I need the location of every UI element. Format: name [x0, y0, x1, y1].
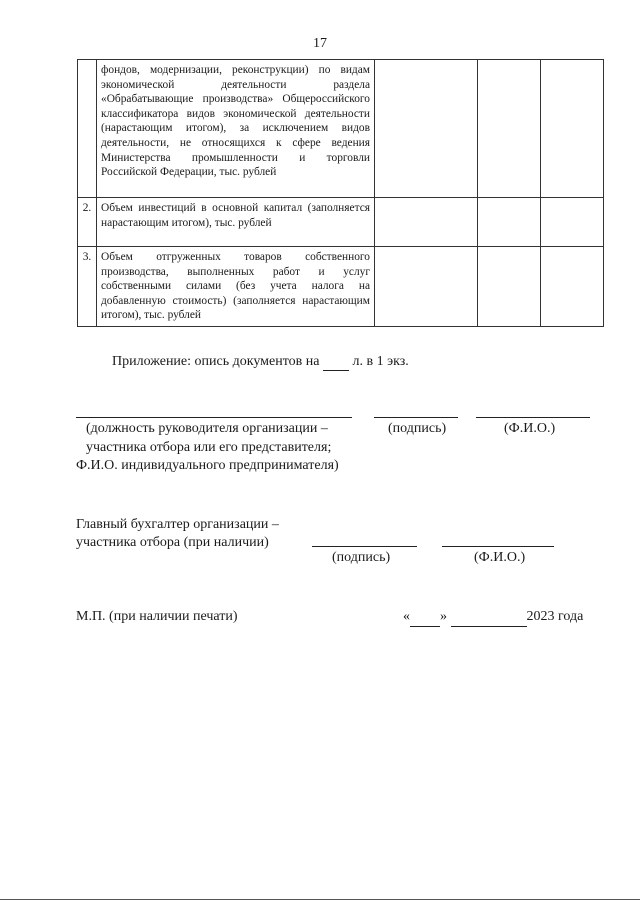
- accountant-title-2: участника отбора (при наличии): [76, 535, 269, 550]
- value-cell[interactable]: [478, 60, 541, 198]
- position-label-3: Ф.И.О. индивидуального предпринимателя): [76, 458, 339, 473]
- attachment-text-before: Приложение: опись документов на: [112, 354, 320, 369]
- signature-label: (подпись): [388, 421, 447, 436]
- table-row: [78, 60, 604, 198]
- position-label-1: (должность руководителя организации –: [86, 421, 328, 436]
- name-label: (Ф.И.О.): [504, 421, 556, 436]
- day-blank[interactable]: [410, 608, 440, 627]
- accountant-signature-line[interactable]: [312, 546, 417, 547]
- quote-close: »: [440, 609, 447, 624]
- quote-open: «: [403, 609, 410, 624]
- attachment-line: [112, 354, 409, 371]
- accountant-name-label: (Ф.И.О.): [474, 550, 526, 565]
- value-cell[interactable]: [478, 198, 541, 247]
- table-row: [78, 247, 604, 327]
- accountant-signature-label: (подпись): [332, 550, 391, 565]
- year-label: 2023 года: [526, 609, 584, 624]
- table-row: [78, 198, 604, 247]
- row-description: Объем отгруженных товаров собственного производства, выполненных работ и услуг собственными силами (без учета налога на добавленную стоимость) (заполняется нарастающим итогом), тыс. рублей: [97, 247, 375, 327]
- page-number: 17: [313, 36, 327, 51]
- page-bottom-border: [0, 899, 640, 900]
- row-number: 3.: [78, 247, 97, 327]
- position-line[interactable]: [76, 417, 352, 418]
- accountant-title-1: Главный бухгалтер организации –: [76, 517, 279, 532]
- month-blank[interactable]: [451, 608, 527, 627]
- attachment-text-after: л. в 1 экз.: [352, 354, 409, 369]
- value-cell[interactable]: [541, 247, 604, 327]
- stamp-label: М.П. (при наличии печати): [76, 609, 238, 624]
- accountant-name-line[interactable]: [442, 546, 554, 547]
- name-line[interactable]: [476, 417, 590, 418]
- report-table: [77, 59, 604, 327]
- signature-line[interactable]: [374, 417, 458, 418]
- value-cell[interactable]: [541, 60, 604, 198]
- value-cell[interactable]: [375, 198, 478, 247]
- row-description: фондов, модернизации, реконструкции) по видам экономической деятельности раздела «Обрабатывающие производства» Общероссийского классификатора видов экономической деятельности (нарастающим итогом), за исключением видов деятельности, не относящихся к сфере ведения Министерства промышленности и торговли Российской Федерации, тыс. рублей: [97, 60, 375, 198]
- value-cell[interactable]: [541, 198, 604, 247]
- sheet-count-blank[interactable]: [323, 354, 349, 371]
- row-description: Объем инвестиций в основной капитал (заполняется нарастающим итогом), тыс. рублей: [97, 198, 375, 247]
- value-cell[interactable]: [375, 247, 478, 327]
- date-line: [403, 608, 583, 627]
- row-number: [78, 60, 97, 198]
- position-label-2: участника отбора или его представителя;: [86, 440, 332, 455]
- value-cell[interactable]: [375, 60, 478, 198]
- row-number: 2.: [78, 198, 97, 247]
- value-cell[interactable]: [478, 247, 541, 327]
